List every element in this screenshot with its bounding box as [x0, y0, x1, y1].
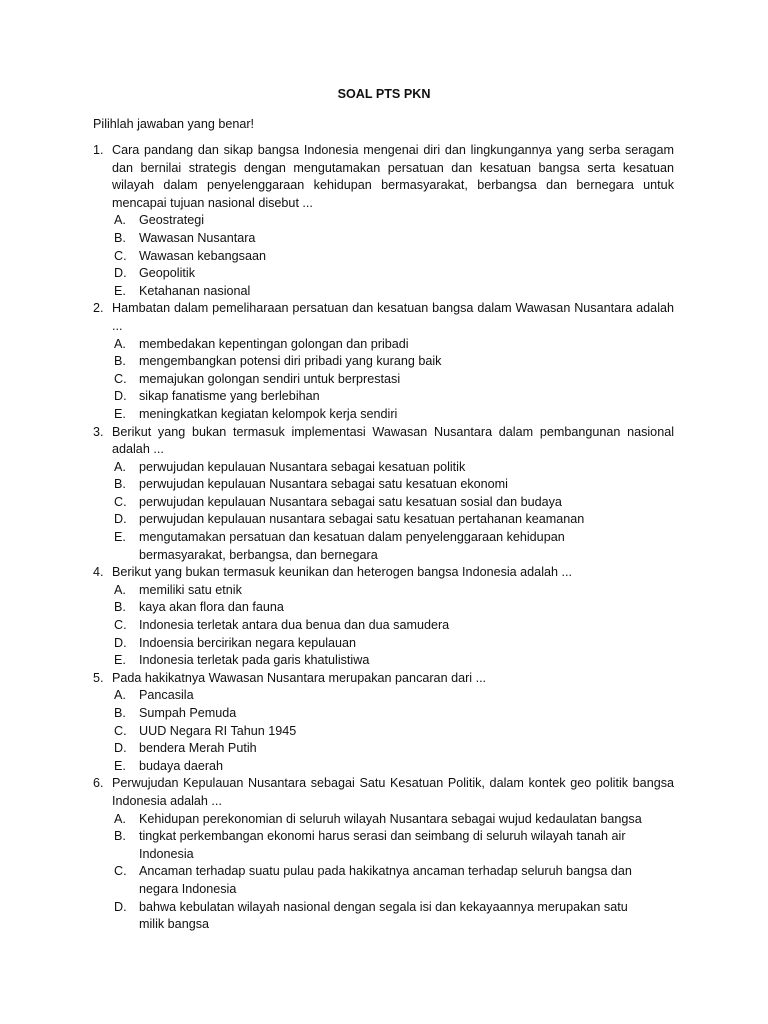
answer-option — [112, 635, 674, 653]
option-letter: A. — [114, 336, 126, 351]
answer-option — [112, 705, 674, 723]
question-text: Berikut yang bukan termasuk keunikan dan heterogen bangsa Indonesia adalah ... — [112, 565, 572, 580]
option-letter: A. — [114, 213, 126, 228]
option-text: perwujudan kepulauan Nusantara sebagai kesatuan politik — [139, 459, 466, 474]
option-text: UUD Negara RI Tahun 1945 — [139, 723, 297, 738]
option-letter: E. — [114, 530, 126, 545]
question-item — [93, 142, 674, 300]
option-text: Wawasan kebangsaan — [139, 248, 266, 263]
option-letter: B. — [114, 477, 126, 492]
option-text: tingkat perkembangan ekonomi harus serasi dan seimbang di seluruh wilayah tanah air Indonesia — [139, 829, 626, 861]
option-text: kaya akan flora dan fauna — [139, 600, 284, 615]
answer-option — [112, 265, 674, 283]
question-number: 1. — [93, 143, 104, 157]
option-letter: E. — [114, 283, 126, 298]
option-letter: C. — [114, 248, 127, 263]
option-text: Ancaman terhadap suatu pulau pada hakikatnya ancaman terhadap seluruh bangsa dan negara Indonesia — [139, 864, 632, 896]
option-text: mengutamakan persatuan dan kesatuan dalam penyelenggaraan kehidupan bermasyarakat, berbangsa, dan bernegara — [139, 530, 565, 562]
question-text: Pada hakikatnya Wawasan Nusantara merupakan pancaran dari ... — [112, 670, 487, 685]
option-text: memajukan golongan sendiri untuk berprestasi — [139, 371, 401, 386]
option-text: Kehidupan perekonomian di seluruh wilayah Nusantara sebagai wujud kedaulatan bangsa — [139, 811, 642, 826]
answer-option — [112, 582, 674, 600]
option-letter: E. — [114, 758, 126, 773]
question-number: 4. — [93, 565, 104, 580]
option-text: Indonesia terletak antara dua benua dan dua samudera — [139, 618, 450, 633]
option-letter: A. — [114, 459, 126, 474]
option-text: sikap fanatisme yang berlebihan — [139, 389, 320, 404]
question-item — [93, 424, 674, 565]
option-letter: B. — [114, 600, 126, 615]
option-text: Sumpah Pemuda — [139, 706, 237, 720]
answer-option — [112, 652, 674, 670]
option-letter: C. — [114, 618, 127, 633]
option-text: perwujudan kepulauan Nusantara sebagai satu kesatuan ekonomi — [139, 477, 508, 492]
option-letter: C. — [114, 723, 127, 738]
option-letter: E. — [114, 406, 126, 421]
answer-option — [112, 476, 674, 494]
answer-option — [112, 828, 674, 863]
answer-option — [112, 529, 674, 564]
answer-option — [112, 494, 674, 512]
question-text: Cara pandang dan sikap bangsa Indonesia mengenai diri dan lingkungannya yang serba seragam dan bernilai strategis dengan mengutamakan persatuan dan kesatuan bangsa serta kesatuan wilayah dalam penyelenggaraan kehidupan bermasyarakat, berbangsa dan bernegara untuk mencapai tujuan nasional disebut ... — [112, 143, 674, 210]
option-letter: D. — [114, 389, 127, 404]
option-text: membedakan kepentingan golongan dan pribadi — [139, 336, 409, 351]
option-letter: B. — [114, 706, 126, 720]
answer-option — [112, 283, 674, 301]
answer-option — [112, 388, 674, 406]
option-text: Wawasan Nusantara — [139, 230, 256, 245]
option-letter: E. — [114, 653, 126, 668]
answer-option — [112, 371, 674, 389]
answer-option — [112, 723, 674, 741]
question-item — [93, 564, 674, 670]
answer-option — [112, 212, 674, 230]
option-text: Geostrategi — [139, 213, 205, 228]
option-letter: C. — [114, 864, 127, 879]
page-title: SOAL PTS PKN — [337, 87, 431, 101]
answer-option — [112, 353, 674, 371]
option-letter: D. — [114, 741, 127, 756]
question-item — [93, 775, 674, 933]
option-text: mengembangkan potensi diri pribadi yang kurang baik — [139, 354, 442, 369]
question-number: 6. — [93, 776, 104, 791]
answer-option — [112, 406, 674, 424]
option-letter: D. — [114, 512, 127, 527]
option-letter: A. — [114, 811, 126, 826]
question-text: Perwujudan Kepulauan Nusantara sebagai Satu Kesatuan Politik, dalam kontek geo politik bangsa Indonesia adalah ... — [112, 776, 674, 808]
option-letter: B. — [114, 354, 126, 369]
answer-option — [112, 230, 674, 248]
question-text: Berikut yang bukan termasuk implementasi Wawasan Nusantara dalam pembangunan nasional adalah ... — [112, 424, 674, 457]
answer-option — [112, 511, 674, 529]
answer-option — [112, 459, 674, 477]
option-text: perwujudan kepulauan Nusantara sebagai satu kesatuan sosial dan budaya — [139, 494, 562, 509]
option-text: budaya daerah — [139, 758, 224, 773]
answer-option — [112, 899, 674, 934]
option-letter: D. — [114, 635, 127, 650]
question-item — [93, 300, 674, 423]
option-letter: D. — [114, 266, 127, 281]
question-number: 2. — [93, 301, 104, 316]
answer-option — [112, 336, 674, 354]
option-letter: D. — [114, 899, 127, 914]
answer-option — [112, 740, 674, 758]
answer-option — [112, 599, 674, 617]
answer-option — [112, 863, 674, 898]
question-text: Hambatan dalam pemeliharaan persatuan dan kesatuan bangsa dalam Wawasan Nusantara adalah ... — [112, 301, 674, 333]
option-text: Indonesia terletak pada garis khatulistiwa — [139, 653, 370, 668]
instruction-text: Pilihlah jawaban yang benar! — [93, 117, 255, 131]
option-text: memiliki satu etnik — [139, 582, 242, 597]
option-text: perwujudan kepulauan nusantara sebagai satu kesatuan pertahanan keamanan — [139, 512, 585, 527]
option-letter: A. — [114, 582, 126, 597]
option-text: bendera Merah Putih — [139, 741, 257, 756]
answer-option — [112, 687, 674, 705]
option-letter: A. — [114, 688, 126, 703]
question-list — [93, 142, 674, 934]
option-letter: B. — [114, 230, 126, 245]
option-letter: C. — [114, 371, 127, 386]
answer-option — [112, 811, 674, 829]
option-text: Pancasila — [139, 688, 194, 703]
option-text: Geopolitik — [139, 266, 196, 281]
answer-option — [112, 758, 674, 776]
option-letter: B. — [114, 829, 126, 844]
question-item — [93, 670, 674, 776]
option-text: bahwa kebulatan wilayah nasional dengan segala isi dan kekayaannya merupakan satu milik bangsa — [139, 899, 628, 932]
option-text: Indoensia bercirikan negara kepulauan — [139, 635, 357, 650]
option-text: meningkatkan kegiatan kelompok kerja sendiri — [139, 406, 398, 421]
answer-option — [112, 248, 674, 266]
question-number: 3. — [93, 424, 104, 439]
option-text: Ketahanan nasional — [139, 283, 251, 298]
question-number: 5. — [93, 670, 104, 685]
option-letter: C. — [114, 494, 127, 509]
answer-option — [112, 617, 674, 635]
